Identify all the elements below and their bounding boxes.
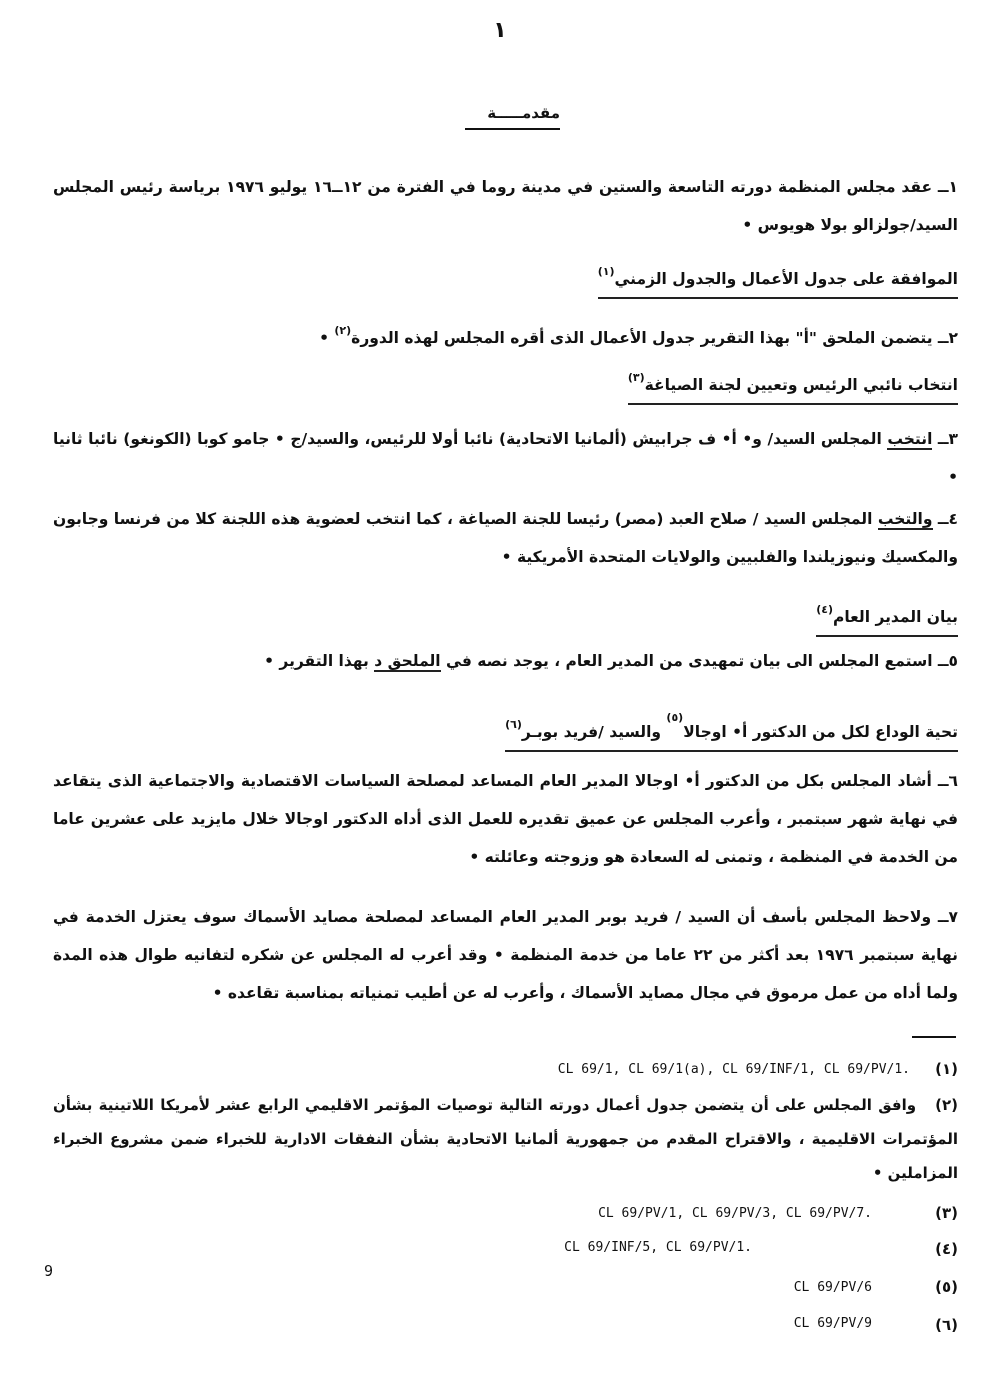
paragraph-text: ٥ــ استمع المجلس الى بيان تمهيدى من المدير العام ، يوجد نصه في [440,652,958,670]
footnote-divider [912,1036,956,1038]
paragraph-text: المجلس السيد / صلاح العبد (مصر) رئيسا للجنة الصياغة ، كما انتخب لعضوية هذه اللجنة كلا من فرنسا وجابون والمكسيك ونيوزيلندا والفلبيين والولايات المتحدة الأمريكية • [53,510,958,566]
heading-director-general [816,596,958,637]
page-number: ١ [493,18,507,43]
paragraph-1: ١ــ عقد مجلس المنظمة دورته التاسعة والستين في مدينة روما في الفترة من ١٢ــ١٦ يوليو ١٩٧٦ برياسة رئيس المجلس السيد/جولزالو بولا هويوس • [53,178,958,234]
annex-link: الملحق د [374,652,441,670]
footnote-ref[interactable]: (١) [597,265,615,278]
footnote-mark: (٣) [935,1204,958,1222]
paragraph-5 [53,642,958,680]
paragraph-number: ٣ــ [932,430,958,448]
footnote-text: وافق المجلس على أن يتضمن جدول أعمال دورته التالية توصيات المؤتمر الاقليمي الرابع عشر لأمريكا اللاتينية بشأن المؤتمرات الاقليمية ، والاقتراح المقدم من جمهورية ألمانيا الاتحادية بشأن النفقات الادارية للخبراء ضمن مشروع الخبراء المزاملين • [53,1096,958,1182]
heading-vice-chairmen [628,364,958,405]
paragraph-7: ٧ــ ولاحظ المجلس بأسف أن السيد / فريد بوبر المدير العام المساعد لمصلحة مصايد الأسماك سوف يعتزل الخدمة في نهاية سبتمبر ١٩٧٦ بعد أكثر من ٢٢ عاما من خدمة المنظمة • وقد أعرب له المجلس عن شكره لتفانيه طوال هذه المدة ولما أداه من عمل مرموق في مجال مصايد الأسماك ، وأعرب له عن أطيب تمنياته بمناسبة تقاعده • [53,908,958,1002]
footnote-2 [53,1088,958,1190]
footnote-mark: (٦) [935,1316,958,1334]
paragraph-4 [53,500,958,576]
paragraph-number: ٤ــ [932,510,958,528]
side-page-number: 9 [44,1262,54,1280]
footnote-ref[interactable]: (٦) [505,718,522,731]
paragraph-text: المجلس السيد/ و• أ• ف جرابيش (ألمانيا الاتحادية) نائبا أولا للرئيس، والسيد/ج • جامو كوبا (الكونغو) نائبا ثانيا • [53,430,958,486]
underlined-word: انتخب [887,430,933,448]
footnote-5: CL 69/PV/6 [793,1280,872,1295]
heading-text: انتخاب نائبي الرئيس وتعيين لجنة الصياغة [644,376,958,394]
paragraph-end: • [319,329,335,347]
footnote-4: CL 69/INF/5, CL 69/PV/1. [564,1240,752,1255]
footnote-3: CL 69/PV/1, CL 69/PV/3, CL 69/PV/7. [598,1206,872,1221]
footnote-mark: (٤) [935,1240,958,1258]
footnote-ref[interactable]: (٥) [666,711,684,724]
footnote-mark: (٢) [935,1096,958,1114]
heading-text: الموافقة على جدول الأعمال والجدول الزمني [614,270,958,288]
footnote-6: CL 69/PV/9 [793,1316,872,1331]
paragraph-text: بهذا التقرير • [264,652,375,670]
footnote-1: CL 69/1, CL 69/1(a), CL 69/INF/1, CL 69/PV/1. [557,1062,910,1077]
paragraph-2 [53,312,958,357]
paragraph-text: ٢ــ يتضمن الملحق "أ" بهذا التقرير جدول الأعمال الذى أقره المجلس لهذه الدورة [351,329,958,347]
footnote-mark: (١) [935,1060,958,1078]
section-title: مقدمـــــة [465,104,560,130]
heading-farewell [505,704,958,752]
heading-text: تحية الوداع لكل من الدكتور أ• اوجالا [683,723,958,741]
heading-agenda [598,258,958,299]
footnote-ref[interactable]: (٤) [816,603,833,616]
underlined-word: والتخب [877,510,933,528]
footnote-ref[interactable]: (٢) [334,324,352,337]
paragraph-6: ٦ــ أشاد المجلس بكل من الدكتور أ• اوجالا المدير العام المساعد لمصلحة السياسات الاقتصادية والاجتماعية الذى يتقاعد في نهاية شهر سبتمبر ، وأعرب المجلس عن عميق تقديره للعمل الذى أداه الدكتور اوجالا خلال مايزيد على عشرين عاما من الخدمة في المنظمة ، وتمنى له السعادة هو وزوجته وعائلته • [53,772,958,866]
footnote-ref[interactable]: (٣) [627,371,645,384]
heading-text: بيان المدير العام [833,608,958,626]
footnote-mark: (٥) [935,1278,958,1296]
paragraph-3 [53,420,958,496]
heading-text: والسيد /فريد بوبـر [521,723,667,741]
